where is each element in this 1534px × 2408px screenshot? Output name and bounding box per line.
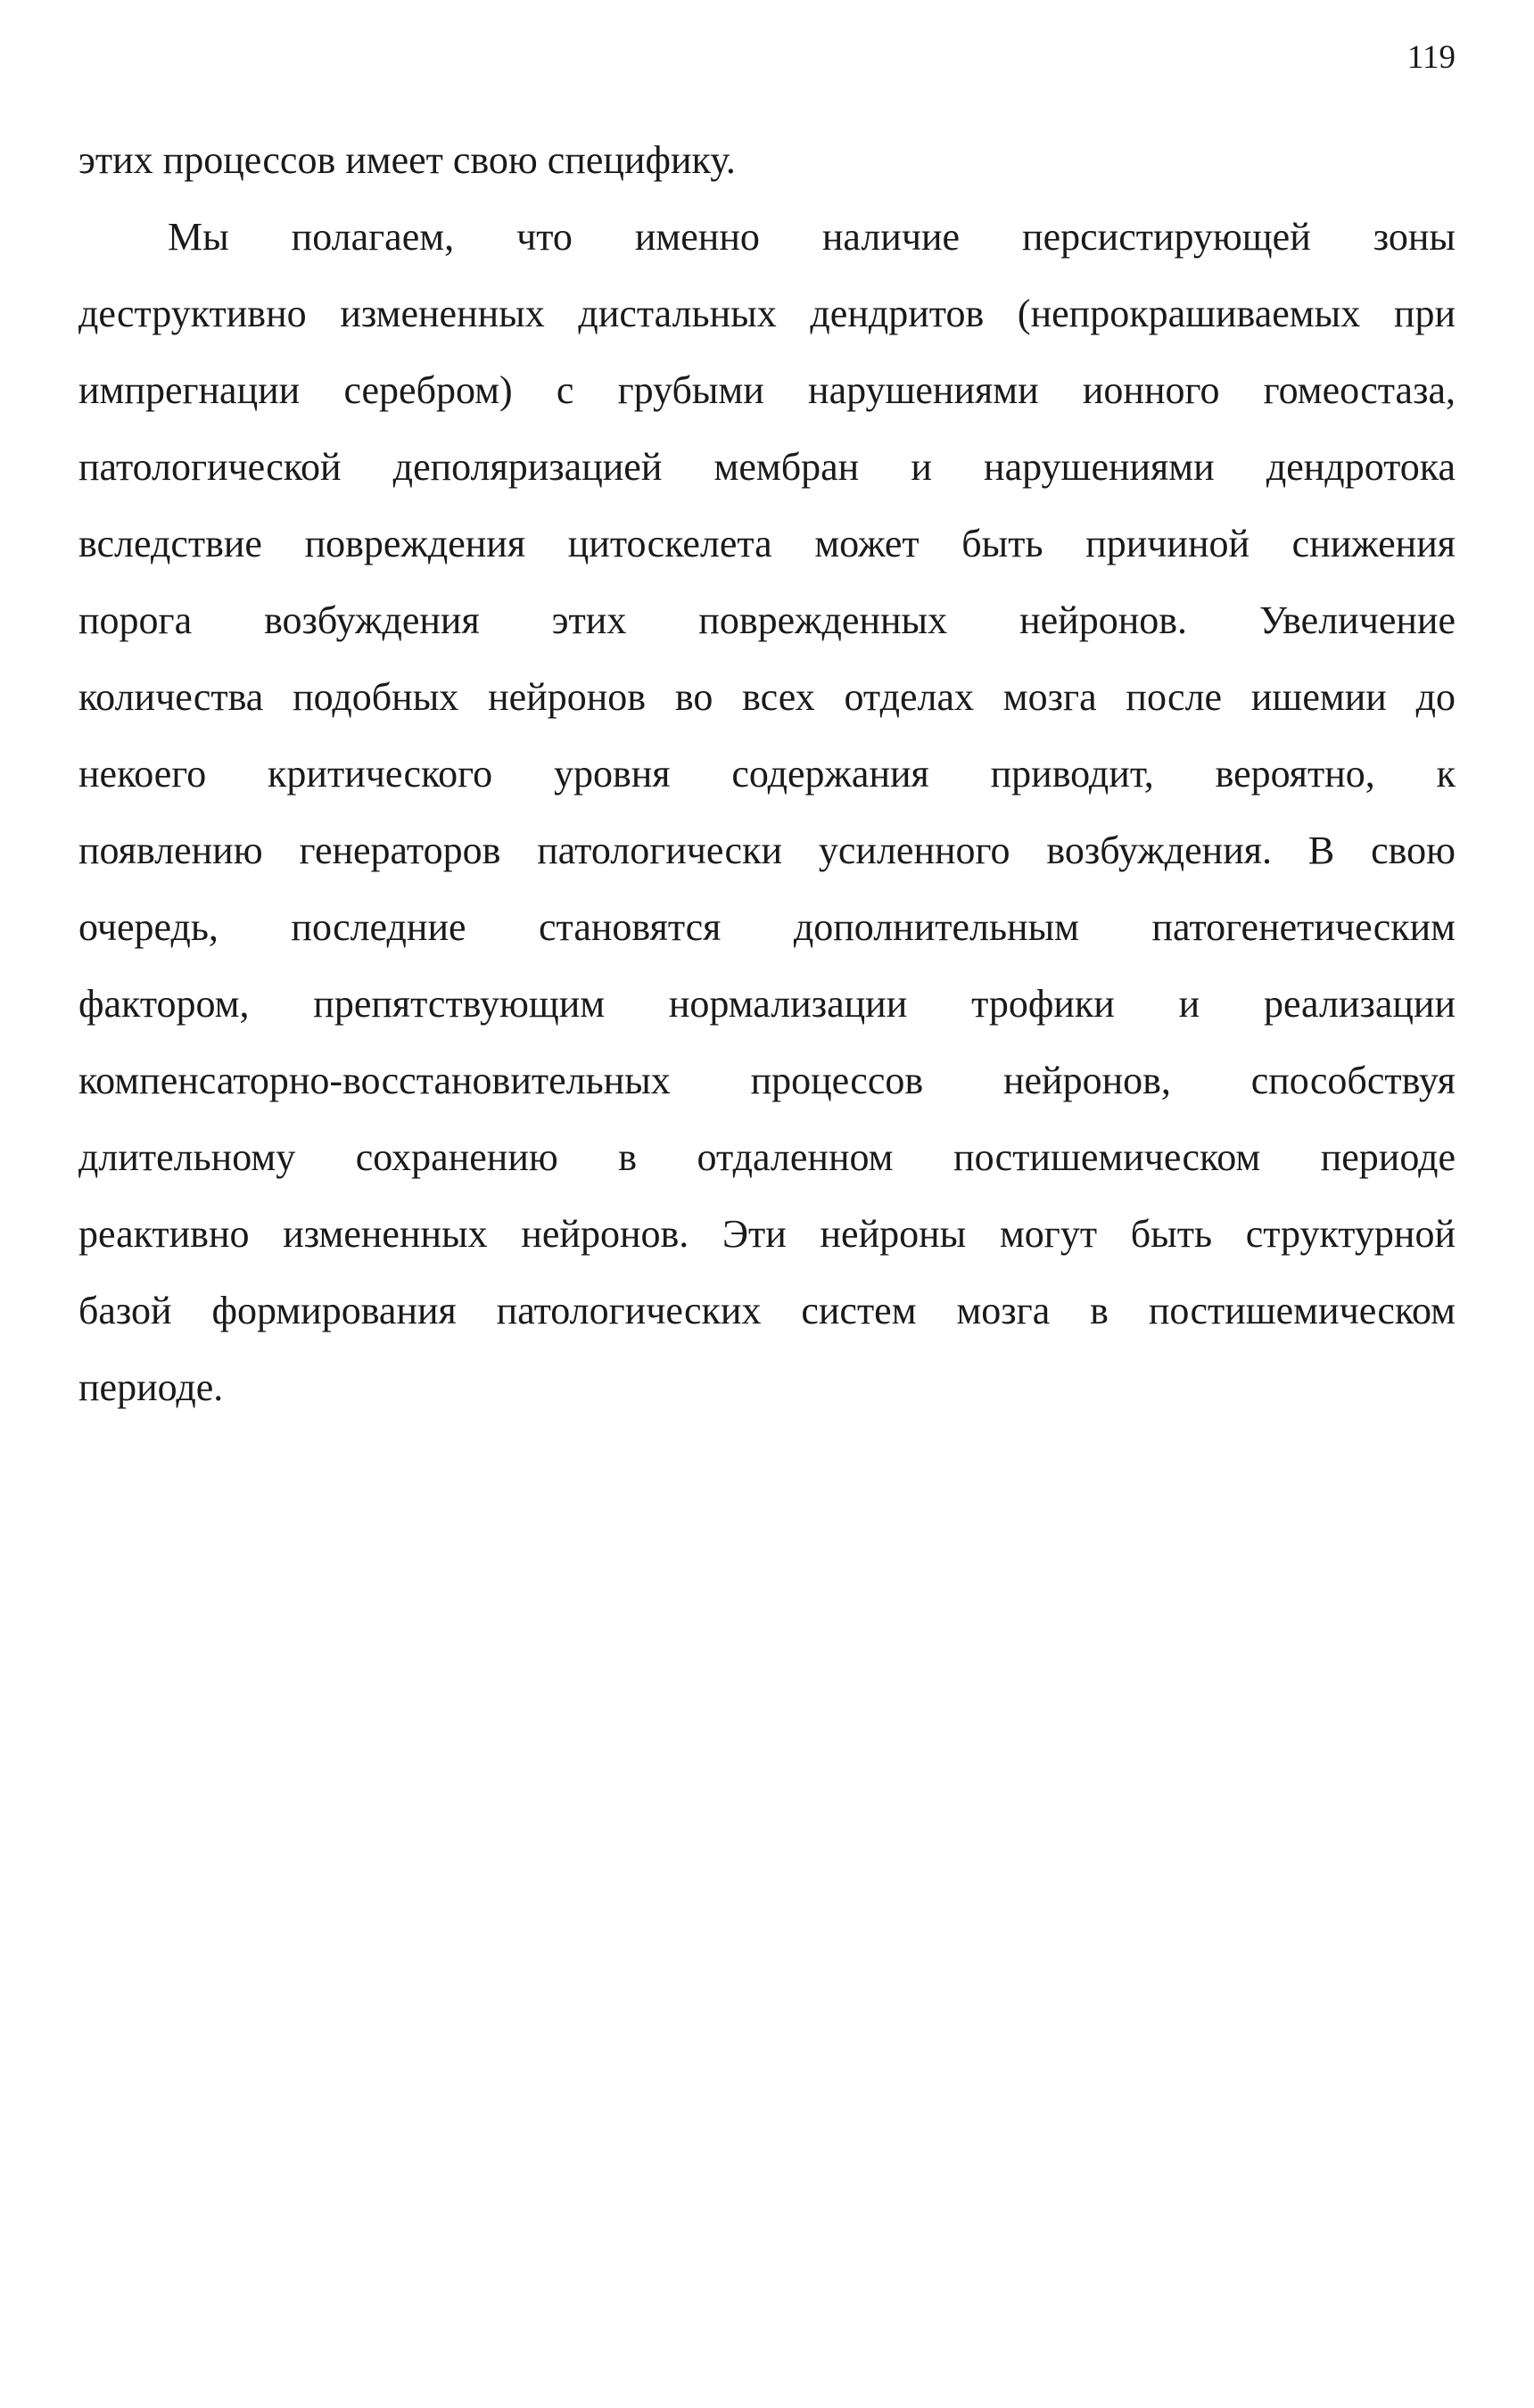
text-line: порога возбуждения этих поврежденных нейронов. Увеличение [78,598,1456,642]
text-line: появлению генераторов патологически усиленного возбуждения. В свою [78,829,1456,872]
body-text [78,122,1456,1426]
paragraph-first-line: Мы полагаем, что именно наличие персистирующей зоны [168,215,1456,259]
text-line: длительному сохранению в отдаленном постишемическом периоде [78,1135,1456,1179]
text-line: компенсаторно-восстановительных процессов нейронов, способствуя [78,1059,1456,1102]
text-line: реактивно измененных нейронов. Эти нейроны могут быть структурной [78,1212,1456,1256]
text-line: фактором, препятствующим нормализации трофики и реализации [78,982,1456,1026]
text-line: импрегнации серебром) с грубыми нарушениями ионного гомеостаза, [78,368,1456,412]
text-line: вследствие повреждения цитоскелета может быть причиной снижения [78,522,1456,565]
text-line: этих процессов имеет свою специфику. [78,138,736,182]
text-line: патологической деполяризацией мембран и нарушениями дендротока [78,445,1456,489]
text-line: периоде. [78,1365,224,1409]
text-line: некоего критического уровня содержания приводит, вероятно, к [78,752,1456,796]
text-line: количества подобных нейронов во всех отделах мозга после ишемии до [78,675,1456,719]
text-line: базой формирования патологических систем мозга в постишемическом [78,1289,1456,1332]
text-line: деструктивно измененных дистальных дендритов (непрокрашиваемых при [78,292,1456,335]
page-number: 119 [1406,39,1456,76]
text-line: очередь, последние становятся дополнительным патогенетическим [78,905,1456,949]
